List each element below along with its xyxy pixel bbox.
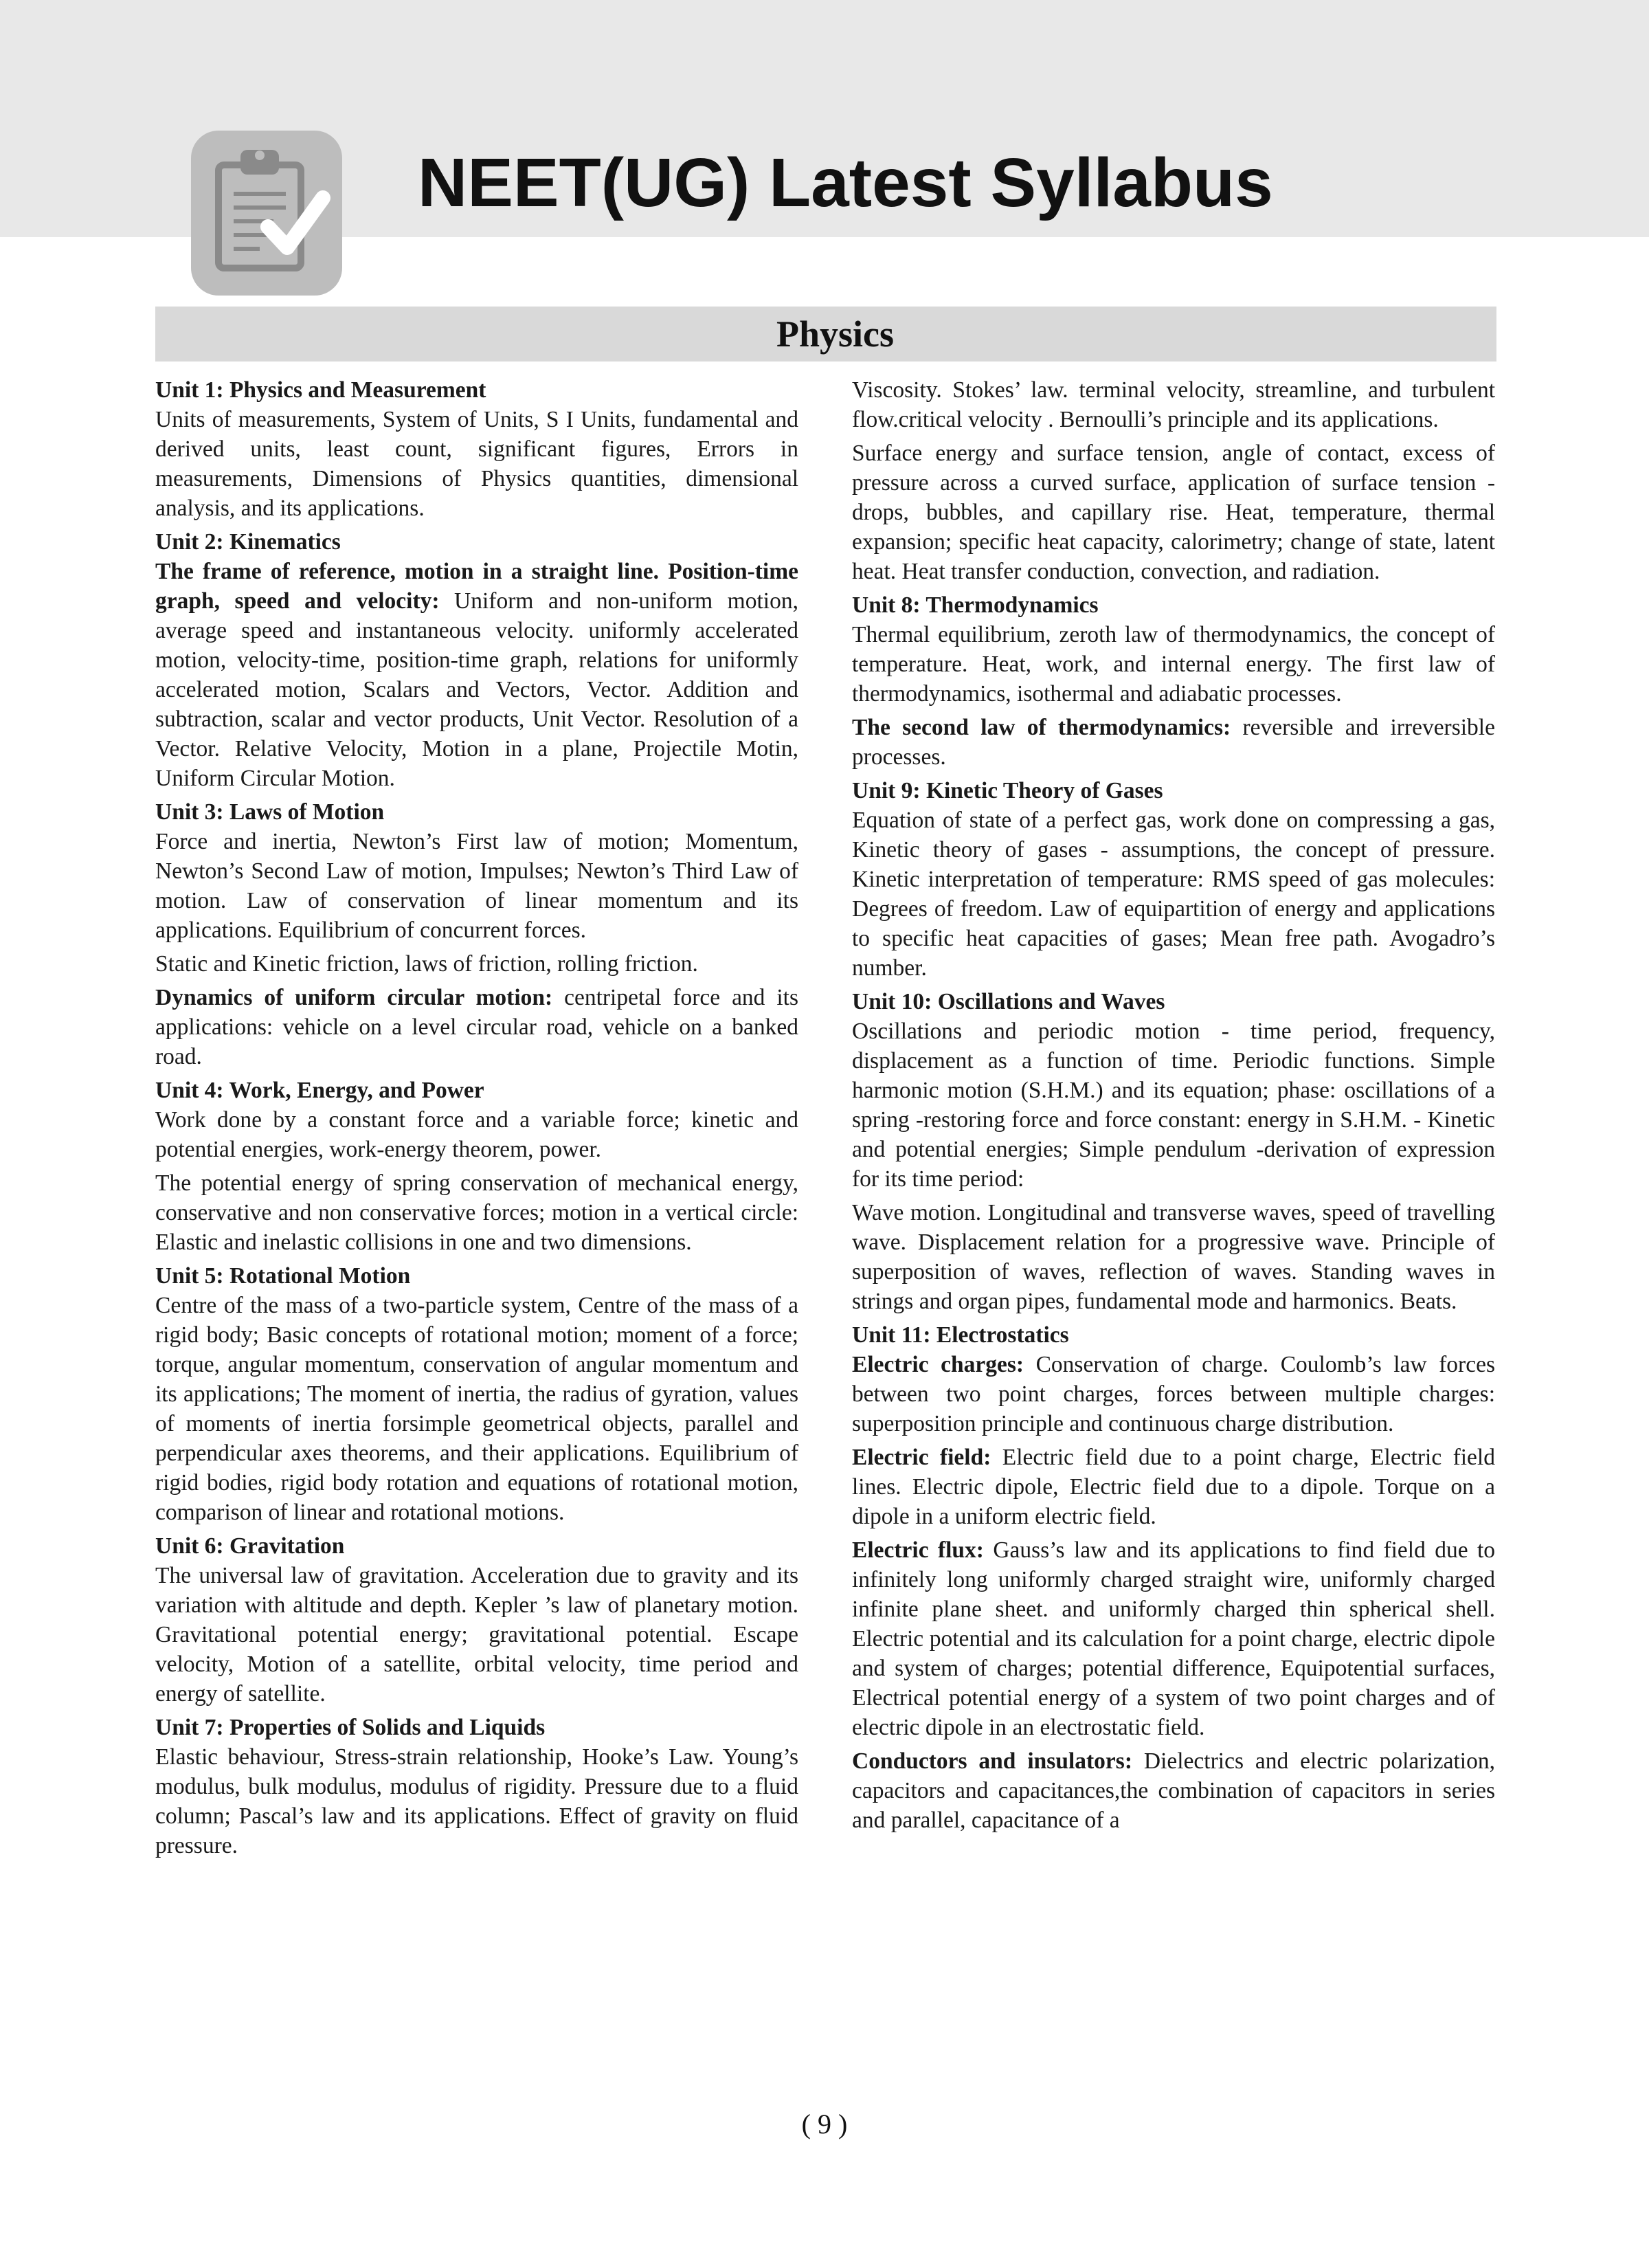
topic-lead: Electric field: xyxy=(852,1445,991,1470)
section-title: Physics xyxy=(776,313,895,355)
topic-lead: The frame of reference, motion in a straight line. Position-time graph, speed and velocity: xyxy=(155,559,798,614)
topic-text: Gauss’s law and its applications to find field due to infinitely long uniformly charged straight wire, uniformly charged infinite plane sheet. and uniformly charged thin spherical shell. Electric potential and its calculation for a point charge, electric dipole and system of charges; potential difference, Equipotential surfaces, Electrical potential energy of a system of two point charges and of electric dipole in an electrostatic field. xyxy=(852,1537,1496,1740)
unit-paragraph xyxy=(852,1198,1495,1316)
unit-block xyxy=(852,590,1495,772)
unit-paragraph xyxy=(852,1350,1495,1438)
unit-block xyxy=(155,375,798,523)
unit-heading: Unit 9: Kinetic Theory of Gases xyxy=(852,778,1163,803)
topic-text: Wave motion. Longitudinal and transverse waves, speed of travelling wave. Displacement relation for a progressive wave. Principle of superposition of waves, reflection of waves. Standing waves in strings and organ pipes, fundamental mode and harmonics. Beats. xyxy=(852,1200,1495,1314)
unit-paragraph xyxy=(155,1742,798,1860)
section-bar xyxy=(155,307,1496,362)
unit-block xyxy=(852,776,1495,983)
unit-block xyxy=(852,375,1495,586)
topic-text: Viscosity. Stokes’ law. terminal velocity, streamline, and turbulent flow.critical velocity . Bernoulli’s principle and its applications. xyxy=(852,377,1495,432)
unit-heading: Unit 2: Kinematics xyxy=(155,529,341,555)
topic-text: Static and Kinetic friction, laws of friction, rolling friction. xyxy=(155,951,698,977)
unit-block xyxy=(155,1076,798,1257)
unit-paragraph xyxy=(852,620,1495,709)
unit-paragraph xyxy=(155,983,798,1071)
topic-text: Elastic behaviour, Stress-strain relationship, Hooke’s Law. Young’s modulus, bulk modulus, modulus of rigidity. Pressure due to a fluid column; Pascal’s law and its applications. Effect of gravity on fluid pressure. xyxy=(155,1744,798,1858)
topic-text: The potential energy of spring conservation of mechanical energy, conservative and non conservative forces; motion in a vertical circle: Elastic and inelastic collisions in one and two dimensions. xyxy=(155,1170,798,1255)
unit-block xyxy=(155,1713,798,1860)
clipboard-check-icon xyxy=(191,131,342,296)
unit-heading: Unit 1: Physics and Measurement xyxy=(155,377,486,403)
left-column xyxy=(155,375,798,1865)
topic-text: Surface energy and surface tension, angle of contact, excess of pressure across a curved surface, application of surface tension - drops, bubbles, and capillary rise. Heat, temperature, thermal expansion; specific heat capacity, calorimetry; change of state, latent heat. Heat transfer conduction, convection, and radiation. xyxy=(852,441,1495,584)
unit-block xyxy=(852,987,1495,1316)
unit-paragraph xyxy=(155,1561,798,1709)
unit-paragraph xyxy=(852,713,1495,772)
unit-paragraph xyxy=(852,375,1495,434)
topic-text: Dielectrics and electric polarization, capacitors and capacitances,the combination of capacitors in series and parallel, capacitance of a xyxy=(852,1748,1495,1833)
topic-lead: Conductors and insulators: xyxy=(852,1748,1132,1774)
topic-lead: Electric charges: xyxy=(852,1352,1024,1377)
unit-heading: Unit 5: Rotational Motion xyxy=(155,1263,411,1289)
topic-text: Uniform and non-uniform motion, average speed and instantaneous velocity. uniformly accelerated motion, velocity-time, position-time graph, relations for uniformly accelerated motion, Scalars and Vectors, Vector. Addition and subtraction, scalar and vector products, Unit Vector. Resolution of a Vector. Relative Velocity, Motion in a plane, Projectile Motin, Uniform Circular Motion. xyxy=(155,588,798,791)
topic-text: Equation of state of a perfect gas, work done on compressing a gas, Kinetic theory of gases - assumptions, the concept of pressure. Kinetic interpretation of temperature: RMS speed of gas molecules: Degrees of freedom. Law of equipartition of energy and applications to specific heat capacities of gases; Mean free path. Avogadro’s number. xyxy=(852,808,1495,981)
topic-text: Units of measurements, System of Units, S I Units, fundamental and derived units, least count, significant figures, Errors in measurements, Dimensions of Physics quantities, dimensional analysis, and its applications. xyxy=(155,407,798,521)
unit-heading: Unit 8: Thermodynamics xyxy=(852,592,1099,618)
unit-paragraph xyxy=(852,805,1495,983)
topic-text: Work done by a constant force and a variable force; kinetic and potential energies, work-energy theorem, power. xyxy=(155,1107,798,1162)
unit-paragraph xyxy=(155,827,798,945)
unit-block xyxy=(155,1531,798,1709)
unit-paragraph xyxy=(155,1168,798,1257)
unit-paragraph xyxy=(852,1016,1495,1194)
unit-paragraph xyxy=(852,1443,1495,1531)
page-number: ( 9 ) xyxy=(801,2109,848,2139)
unit-paragraph xyxy=(155,1105,798,1164)
topic-text: reversible and irreversible processes. xyxy=(852,715,1495,770)
right-column xyxy=(852,375,1495,1839)
unit-block xyxy=(155,1261,798,1527)
unit-block xyxy=(155,527,798,793)
unit-block xyxy=(852,1320,1495,1835)
topic-text: Thermal equilibrium, zeroth law of thermodynamics, the concept of temperature. Heat, work, and internal energy. The first law of thermodynamics, isothermal and adiabatic processes. xyxy=(852,622,1495,707)
unit-block xyxy=(155,797,798,1071)
topic-lead: Dynamics of uniform circular motion: xyxy=(155,985,553,1010)
topic-lead: The second law of thermodynamics: xyxy=(852,715,1231,740)
unit-heading: Unit 6: Gravitation xyxy=(155,1533,345,1559)
unit-paragraph xyxy=(852,1746,1495,1835)
topic-text: Force and inertia, Newton’s First law of motion; Momentum, Newton’s Second Law of motion, Impulses; Newton’s Third Law of motion. Law of conservation of linear momentum and its applications. Equilibrium of concurrent forces. xyxy=(155,829,798,943)
unit-heading: Unit 4: Work, Energy, and Power xyxy=(155,1078,484,1103)
unit-paragraph xyxy=(155,1291,798,1527)
topic-text: Centre of the mass of a two-particle system, Centre of the mass of a rigid body; Basic concepts of rotational motion; moment of a force; torque, angular momentum, conservation of angular momentum and its applications; The moment of inertia, the radius of gyration, values of moments of inertia forsimple geometrical objects, parallel and perpendicular axes theorems, and their applications. Equilibrium of rigid bodies, rigid body rotation and equations of rotational motion, comparison of linear and rotational motions. xyxy=(155,1293,798,1525)
topic-text: Oscillations and periodic motion - time period, frequency, displacement as a function of time. Periodic functions. Simple harmonic motion (S.H.M.) and its equation; phase: oscillations of a spring -restoring force and force constant: energy in S.H.M. - Kinetic and potential energies; Simple pendulum -derivation of expression for its time period: xyxy=(852,1019,1495,1192)
unit-paragraph xyxy=(852,1535,1495,1742)
unit-heading: Unit 10: Oscillations and Waves xyxy=(852,989,1165,1014)
unit-paragraph xyxy=(155,557,798,793)
topic-text: centripetal force and its applications: vehicle on a level circular road, vehicle on a banked road. xyxy=(155,985,799,1069)
unit-paragraph xyxy=(852,438,1495,586)
topic-text: Conservation of charge. Coulomb’s law forces between two point charges, forces between multiple charges: superposition principle and continuous charge distribution. xyxy=(852,1352,1495,1436)
unit-heading: Unit 11: Electrostatics xyxy=(852,1322,1069,1348)
unit-paragraph xyxy=(155,405,798,523)
page-title: NEET(UG) Latest Syllabus xyxy=(418,144,1273,221)
topic-text: The universal law of gravitation. Acceleration due to gravity and its variation with altitude and depth. Kepler ’s law of planetary motion. Gravitational potential energy; gravitational potential. Escape velocity, Motion of a satellite, orbital velocity, time period and energy of satellite. xyxy=(155,1563,798,1706)
unit-paragraph xyxy=(155,949,798,979)
topic-lead: Electric flux: xyxy=(852,1537,984,1563)
unit-heading: Unit 7: Properties of Solids and Liquids xyxy=(155,1715,546,1740)
unit-heading: Unit 3: Laws of Motion xyxy=(155,799,385,825)
topic-text: Electric field due to a point charge, Electric field lines. Electric dipole, Electric field due to a dipole. Torque on a dipole in a uniform electric field. xyxy=(852,1445,1495,1529)
